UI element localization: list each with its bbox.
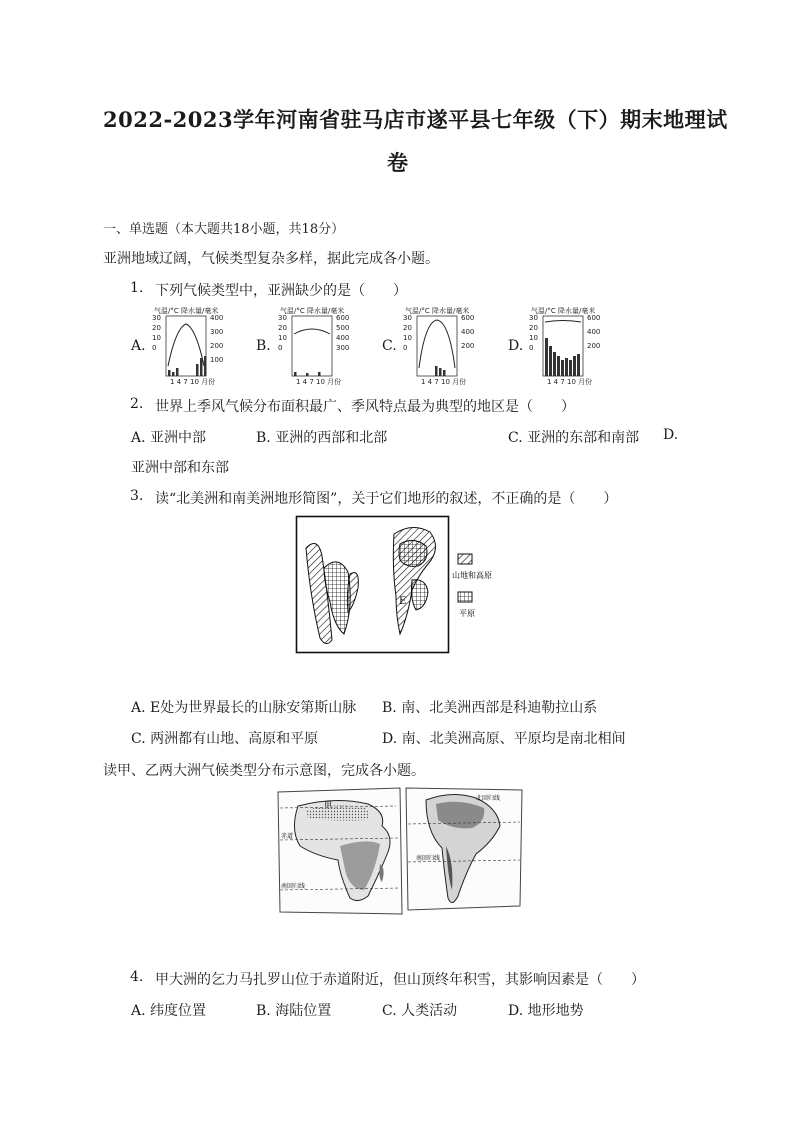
option-b[interactable]: B. 海陆位置 xyxy=(256,1003,332,1019)
svg-text:气温/°C 降水量/毫米: 气温/°C 降水量/毫米 xyxy=(405,307,470,315)
option-b-label[interactable]: B. xyxy=(256,338,271,354)
svg-text:20: 20 xyxy=(278,324,287,332)
svg-text:200: 200 xyxy=(461,342,475,350)
svg-text:气温/°C 降水量/毫米: 气温/°C 降水量/毫米 xyxy=(280,307,345,315)
option-c[interactable]: C. 两洲都有山地、高原和平原 xyxy=(131,731,319,747)
climate-distribution-map xyxy=(276,786,526,918)
climate-chart-c xyxy=(401,306,473,386)
svg-text:30: 30 xyxy=(152,314,161,322)
question-number: 2. xyxy=(130,396,144,412)
option-a-label[interactable]: A. xyxy=(131,338,146,354)
svg-text:400: 400 xyxy=(336,334,350,342)
option-c[interactable]: C. 人类活动 xyxy=(382,1003,458,1019)
question-stem: 读“北美洲和南美洲地形简图”，关于它们地形的叙述，不正确的是（ ） xyxy=(155,491,618,507)
svg-text:20: 20 xyxy=(403,324,412,332)
question-stem: 甲大洲的乞力马扎罗山位于赤道附近，但山顶终年积雪，其影响因素是（ ） xyxy=(155,972,645,988)
legend-plain: 平原 xyxy=(459,609,475,618)
option-d[interactable]: D. xyxy=(663,427,679,443)
svg-text:30: 30 xyxy=(278,314,287,322)
svg-text:0: 0 xyxy=(529,344,534,352)
question-number: 1. xyxy=(130,280,144,296)
option-b[interactable]: B. 南、北美洲西部是科迪勒拉山系 xyxy=(382,700,598,716)
map-label-jia: 甲 xyxy=(324,801,332,810)
climate-chart-a xyxy=(150,306,224,386)
svg-text:400: 400 xyxy=(210,314,224,322)
svg-text:20: 20 xyxy=(529,324,538,332)
question-stem: 下列气候类型中，亚洲缺少的是（ ） xyxy=(155,283,407,299)
climate-chart-b xyxy=(276,306,348,386)
chart-header: 气温/°C 降水量/毫米 xyxy=(154,307,219,315)
option-b[interactable]: B. 亚洲的西部和北部 xyxy=(256,430,388,446)
svg-text:100: 100 xyxy=(210,356,224,364)
svg-text:400: 400 xyxy=(461,328,475,336)
option-a[interactable]: A. 纬度位置 xyxy=(131,1003,207,1019)
option-a[interactable]: A. E处为世界最长的山脉安第斯山脉 xyxy=(131,700,357,716)
page-title-cont: 卷 xyxy=(387,150,409,175)
svg-text:0: 0 xyxy=(403,344,408,352)
page-title: 2022-2023学年河南省驻马店市遂平县七年级（下）期末地理试 xyxy=(103,107,728,132)
svg-text:200: 200 xyxy=(210,342,224,350)
option-d[interactable]: D. 南、北美洲高原、平原均是南北相间 xyxy=(382,731,626,747)
svg-text:10: 10 xyxy=(529,334,538,342)
option-d-label[interactable]: D. xyxy=(508,338,524,354)
label-tropic-south: 南回归线 xyxy=(281,883,306,890)
svg-text:10: 10 xyxy=(152,334,161,342)
option-c[interactable]: C. 亚洲的东部和南部 xyxy=(508,430,640,446)
option-a[interactable]: A. 亚洲中部 xyxy=(131,430,207,446)
svg-text:200: 200 xyxy=(587,342,601,350)
svg-text:30: 30 xyxy=(403,314,412,322)
label-tropic-north: 北回归线 xyxy=(476,795,501,802)
label-tropic-south-2: 南回归线 xyxy=(416,855,441,862)
svg-text:300: 300 xyxy=(336,344,350,352)
svg-text:20: 20 xyxy=(152,324,161,332)
svg-text:1 4 7 10 月份: 1 4 7 10 月份 xyxy=(421,378,467,386)
label-equator: 赤道 xyxy=(281,833,294,840)
svg-text:1 4 7 10 月份: 1 4 7 10 月份 xyxy=(170,378,216,386)
map-label-e: E xyxy=(399,596,407,607)
americas-terrain-map xyxy=(296,516,496,656)
svg-text:10: 10 xyxy=(278,334,287,342)
svg-text:10: 10 xyxy=(403,334,412,342)
question-stem: 世界上季风气候分布面积最广、季风特点最为典型的地区是（ ） xyxy=(155,399,575,415)
svg-text:气温/°C 降水量/毫米: 气温/°C 降水量/毫米 xyxy=(531,307,596,315)
question-number: 4. xyxy=(130,969,144,985)
svg-text:0: 0 xyxy=(152,344,157,352)
intro-text: 读甲、乙两大洲气候类型分布示意图，完成各小题。 xyxy=(103,763,425,779)
svg-text:1 4 7 10 月份: 1 4 7 10 月份 xyxy=(296,378,342,386)
svg-text:30: 30 xyxy=(529,314,538,322)
option-d-text[interactable]: 亚洲中部和东部 xyxy=(131,460,229,476)
option-d[interactable]: D. 地形地势 xyxy=(508,1003,584,1019)
svg-text:1 4 7 10 月份: 1 4 7 10 月份 xyxy=(547,378,593,386)
legend-mountain: 山地和高原 xyxy=(452,571,492,580)
option-c-label[interactable]: C. xyxy=(382,338,397,354)
svg-text:400: 400 xyxy=(587,328,601,336)
svg-text:0: 0 xyxy=(278,344,283,352)
climate-chart-d xyxy=(527,306,601,386)
intro-text: 亚洲地域辽阔，气候类型复杂多样，据此完成各小题。 xyxy=(103,251,439,267)
question-number: 3. xyxy=(130,488,144,504)
svg-text:600: 600 xyxy=(587,314,601,322)
svg-text:500: 500 xyxy=(336,324,350,332)
svg-text:600: 600 xyxy=(461,314,475,322)
svg-text:300: 300 xyxy=(210,328,224,336)
svg-text:600: 600 xyxy=(336,314,350,322)
section-heading: 一、单选题（本大题共18小题，共18分） xyxy=(103,222,345,237)
